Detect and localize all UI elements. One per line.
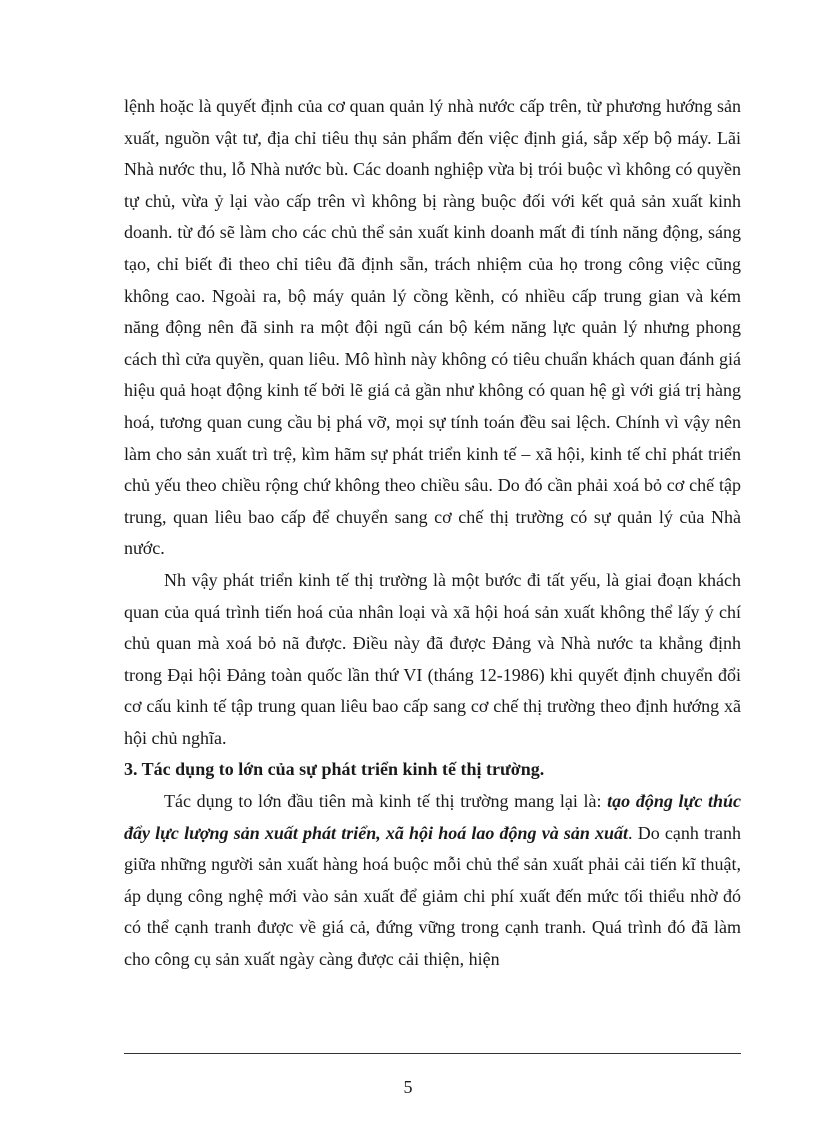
section-heading: 3. Tác dụng to lớn của sự phát triển kinh tế thị trường.	[124, 759, 545, 780]
paragraph-3-emphasis: tạo động lực thúc đẩy lực lượng sản xuất phát triển, xã hội hoá lao động và sản xuất	[124, 791, 741, 843]
page-number: 5	[403, 1077, 413, 1097]
paragraph-1: lệnh hoặc là quyết định của cơ quan quản lý nhà nước cấp trên, từ phương hướng sản xuất, nguồn vật tư, địa chỉ tiêu thụ sản phẩm đến việc định giá, sắp xếp bộ máy. Lãi Nhà nước thu, lỗ Nhà nước bù. Các doanh nghiệp vừa bị trói buộc vì không có quyền tự chủ, vừa ỷ lại vào cấp trên vì không bị ràng buộc đối với kết quả sản xuất kinh doanh. từ đó sẽ làm cho các chủ thể sản xuất kinh doanh mất đi tính năng động, sáng tạo, chỉ biết đi theo chỉ tiêu đã định sẵn, trách nhiệm của họ trong công việc cũng không cao. Ngoài ra, bộ máy quản lý cồng kềnh, có nhiều cấp trung gian và kém năng động nên đã sinh ra một đội ngũ cán bộ kém năng lực quản lý nhưng phong cách thì cửa quyền, quan liêu. Mô hình này không có tiêu chuẩn khách quan đánh giá hiệu quả hoạt động kinh tế bởi lẽ giá cả gần như không có quan hệ gì với giá trị hàng hoá, tương quan cung cầu bị phá vỡ, mọi sự tính toán đều sai lệch. Chính vì vậy nên làm cho sản xuất trì trệ, kìm hãm sự phát triển kinh tế – xã hội, kinh tế chỉ phát triển chủ yếu theo chiều rộng chứ không theo chiều sâu. Do đó cần phải xoá bỏ cơ chế tập trung, quan liêu bao cấp để chuyển sang cơ chế thị trường có sự quản lý của Nhà nước.	[124, 96, 741, 559]
paragraph-3-intro: Tác dụng to lớn đầu tiên mà kinh tế thị trường mang lại là:	[164, 791, 608, 812]
paragraph-3	[124, 786, 741, 976]
paragraph-3-rest: . Do cạnh tranh giữa những người sản xuất hàng hoá buộc mỗi chủ thể sản xuất phải cải tiến kĩ thuật, áp dụng công nghệ mới vào sản xuất để giảm chi phí xuất đến mức tối thiểu nhờ đó có thể cạnh tranh được về giá cả, đứng vững trong cạnh tranh. Quá trình đó đã làm cho công cụ sản xuất ngày càng được cải thiện, hiện	[124, 822, 741, 970]
body-text	[124, 91, 741, 976]
footer-divider	[124, 1053, 741, 1054]
paragraph-2: Nh vậy phát triển kinh tế thị trường là một bước đi tất yếu, là giai đoạn khách quan của quá trình tiến hoá của nhân loại và xã hội hoá sản xuất không thể lấy ý chí chủ quan mà xoá bỏ nã được. Điều này đã được Đảng và Nhà nước ta khẳng định trong Đại hội Đảng toàn quốc lần thứ VI (tháng 12-1986) khi quyết định chuyển đổi cơ cấu kinh tế tập trung quan liêu bao cấp sang cơ chế thị trường theo định hướng xã hội chủ nghĩa.	[124, 569, 741, 748]
